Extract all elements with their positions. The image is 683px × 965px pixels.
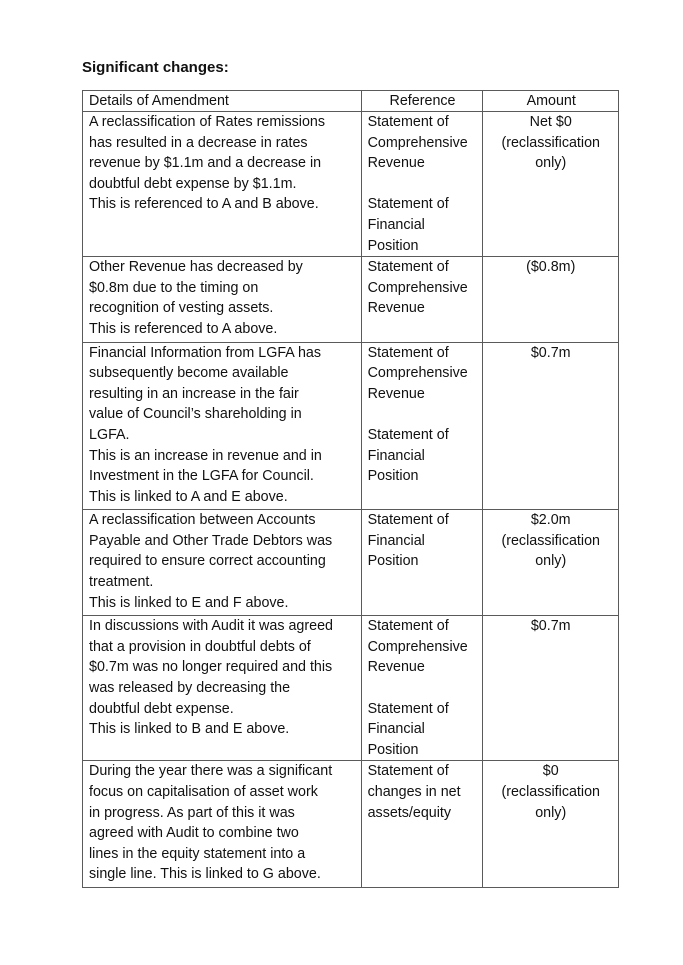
table-row bbox=[83, 342, 619, 510]
reference-line: Comprehensive bbox=[367, 365, 468, 382]
details-line: doubtful debt expense. bbox=[89, 700, 234, 717]
reference-cell bbox=[361, 112, 483, 257]
details-cell bbox=[83, 761, 362, 888]
amount-line: ($0.8m) bbox=[526, 259, 576, 276]
details-line: was released by decreasing the bbox=[89, 680, 291, 697]
reference-line: Revenue bbox=[367, 659, 425, 676]
table-row bbox=[83, 616, 619, 761]
reference-line: Financial bbox=[367, 532, 425, 549]
details-line: This is linked to E and F above. bbox=[89, 594, 289, 611]
details-line: required to ensure correct accounting bbox=[89, 553, 326, 570]
reference-cell bbox=[361, 761, 483, 888]
table-row bbox=[83, 257, 619, 342]
reference-line: Financial bbox=[367, 721, 425, 738]
amount-cell bbox=[483, 510, 619, 616]
details-line: doubtful debt expense by $1.1m. bbox=[89, 175, 297, 192]
reference-line: Comprehensive bbox=[367, 134, 468, 151]
amount-line: only) bbox=[535, 804, 567, 821]
reference-line: Revenue bbox=[367, 300, 425, 317]
reference-line: Statement of bbox=[367, 344, 449, 361]
amount-cell bbox=[483, 761, 619, 888]
table-row bbox=[83, 112, 619, 257]
amount-line: (reclassification bbox=[501, 532, 600, 549]
reference-line: Statement of bbox=[367, 259, 449, 276]
amount-cell bbox=[483, 616, 619, 761]
details-line: LGFA. bbox=[89, 426, 130, 443]
details-line: Other Revenue has decreased by bbox=[89, 259, 303, 276]
table-row bbox=[83, 510, 619, 616]
details-line: recognition of vesting assets. bbox=[89, 300, 274, 317]
reference-line: Statement of bbox=[367, 426, 449, 443]
details-line: lines in the equity statement into a bbox=[89, 845, 306, 862]
details-line: focus on capitalisation of asset work bbox=[89, 784, 318, 800]
reference-line: Revenue bbox=[367, 385, 425, 402]
reference-spacer bbox=[368, 174, 478, 195]
header-reference: Reference bbox=[361, 91, 483, 112]
details-line: that a provision in doubtful debts of bbox=[89, 638, 311, 655]
amount-line: $0.7m bbox=[530, 344, 571, 361]
reference-line: Statement of bbox=[367, 763, 449, 780]
details-line: agreed with Audit to combine two bbox=[89, 825, 299, 842]
details-line: Investment in the LGFA for Council. bbox=[89, 468, 314, 485]
reference-cell bbox=[361, 257, 483, 342]
details-line: Payable and Other Trade Debtors was bbox=[89, 532, 333, 549]
reference-line: Statement of bbox=[367, 512, 449, 529]
details-cell bbox=[83, 112, 362, 257]
amount-cell bbox=[483, 257, 619, 342]
reference-line: Statement of bbox=[367, 196, 449, 213]
details-cell bbox=[83, 616, 362, 761]
amount-cell bbox=[483, 112, 619, 257]
reference-line: Statement of bbox=[367, 618, 449, 635]
amount-line: Net $0 bbox=[529, 114, 572, 130]
table-body bbox=[83, 112, 619, 888]
reference-cell bbox=[361, 510, 483, 616]
table-header-row bbox=[83, 91, 619, 112]
reference-line: changes in net bbox=[367, 784, 461, 800]
reference-line: Comprehensive bbox=[367, 638, 468, 655]
details-line: A reclassification between Accounts bbox=[89, 512, 316, 529]
details-cell bbox=[83, 342, 362, 510]
amendments-table bbox=[82, 90, 619, 888]
reference-line: Comprehensive bbox=[367, 279, 468, 296]
details-cell bbox=[83, 510, 362, 616]
details-line: revenue by $1.1m and a decrease in bbox=[89, 155, 322, 172]
header-amount: Amount bbox=[483, 91, 619, 112]
details-line: During the year there was a significant bbox=[89, 763, 333, 780]
details-cell bbox=[83, 257, 362, 342]
details-line: resulting in an increase in the fair bbox=[89, 385, 299, 402]
reference-cell bbox=[361, 342, 483, 510]
amount-line: only) bbox=[535, 553, 567, 570]
details-line: single line. This is linked to G above. bbox=[89, 866, 321, 883]
details-line: A reclassification of Rates remissions bbox=[89, 114, 325, 130]
details-line: This is linked to B and E above. bbox=[89, 721, 290, 738]
amount-line: $2.0m bbox=[530, 512, 571, 529]
details-line: This is linked to A and E above. bbox=[89, 488, 288, 505]
details-line: Financial Information from LGFA has bbox=[89, 344, 322, 361]
reference-line: Statement of bbox=[367, 700, 449, 717]
details-line: in progress. As part of this it was bbox=[89, 804, 295, 821]
reference-line: Revenue bbox=[367, 155, 425, 172]
reference-line: Position bbox=[367, 237, 419, 254]
reference-line: Position bbox=[367, 741, 419, 758]
details-line: In discussions with Audit it was agreed bbox=[89, 618, 333, 635]
reference-cell bbox=[361, 616, 483, 761]
amount-line: only) bbox=[535, 155, 567, 172]
reference-line: assets/equity bbox=[367, 804, 452, 821]
details-line: This is referenced to A above. bbox=[89, 320, 278, 337]
details-line: has resulted in a decrease in rates bbox=[89, 134, 308, 151]
amount-line: (reclassification bbox=[501, 784, 600, 800]
amount-line: $0.7m bbox=[530, 618, 571, 635]
amount-line: $0 bbox=[542, 763, 559, 780]
reference-line: Position bbox=[367, 468, 419, 485]
header-details: Details of Amendment bbox=[83, 91, 362, 112]
details-line: This is referenced to A and B above. bbox=[89, 196, 319, 213]
reference-spacer bbox=[368, 404, 478, 425]
page-heading: Significant changes: bbox=[82, 59, 229, 76]
reference-line: Position bbox=[367, 553, 419, 570]
reference-spacer bbox=[368, 678, 478, 699]
amount-cell bbox=[483, 342, 619, 510]
details-line: value of Council’s shareholding in bbox=[89, 406, 302, 423]
amount-line: (reclassification bbox=[501, 134, 600, 151]
details-line: treatment. bbox=[89, 574, 154, 591]
reference-line: Statement of bbox=[367, 114, 449, 130]
details-line: This is an increase in revenue and in bbox=[89, 447, 322, 464]
reference-line: Financial bbox=[367, 447, 425, 464]
details-line: $0.7m was no longer required and this bbox=[89, 659, 333, 676]
reference-line: Financial bbox=[367, 216, 425, 233]
table-row bbox=[83, 761, 619, 888]
details-line: $0.8m due to the timing on bbox=[89, 279, 259, 296]
details-line: subsequently become available bbox=[89, 365, 289, 382]
